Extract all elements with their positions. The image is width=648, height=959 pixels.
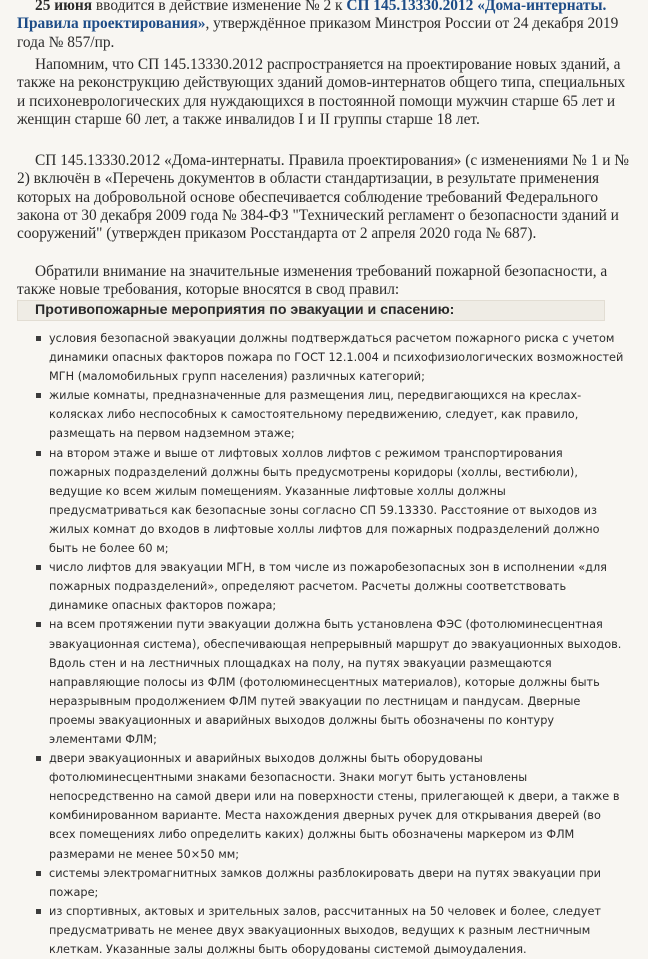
list-item: жилые комнаты, предназначенные для размещения лиц, передвигающихся на креслах-колясках либо неспособных к самостоятельному передвижению, следует, как правило, размещать на первом надземном этаже; xyxy=(0,386,648,443)
list-item: на всем протяжении пути эвакуации должна быть установлена ФЭС (фотолюминесцентная эвакуационная система), обеспечивающая непрерывный маршрут до эвакуационных выходов. Вдоль стен и на лестничных площадках на полу, на путях эвакуации размещаются направляющие полосы из ФЛМ (фотолюминесцентных материалов), которые должны быть неразрывным продолжением ФЛМ путей эвакуации по лестницам и пандусам. Дверные проемы эвакуационных и аварийных выходов должны быть обозначены по контуру элементами ФЛМ; xyxy=(0,615,648,749)
section-heading: Противопожарные мероприятия по эвакуации и спасению: xyxy=(35,302,455,318)
intro-text-a: вводится в действие изменение № 2 к xyxy=(92,0,347,14)
list-item: двери эвакуационных и аварийных выходов должны быть оборудованы фотолюминесцентными знаками безопасности. Знаки могут быть установлены непосредственно на самой двери или на поверхности стены, прилегающей к двери, а также в комбинированном варианте. Места нахождения дверных ручек для открывания дверей (во всех помещениях либо определить каких) должны быть обозначены маркером из ФЛМ размерами не менее 50×50 мм; xyxy=(0,749,648,864)
list-item: системы электромагнитных замков должны разблокировать двери на путях эвакуации при пожаре; xyxy=(0,864,648,902)
bullet-icon xyxy=(36,451,41,456)
changes-intro-paragraph: Обратили внимание на значительные изменения требований пожарной безопасности, а также новые требования, которые вносятся в свод правил: xyxy=(17,263,608,299)
standardization-paragraph: СП 145.13330.2012 «Дома-интернаты. Правила проектирования» (с изменениями № 1 и № 2) включён в «Перечень документов в области стандартизации, в результате применения которых на добровольной основе обеспечивается соблюдение требований Федерального закона от 30 декабря 2009 года № 384-ФЗ "Технический регламент о безопасности зданий и сооружений" (утвержден приказом Росстандарта от 2 апреля 2020 года № 687). xyxy=(17,152,629,243)
bullet-icon xyxy=(36,393,41,398)
bullet-icon xyxy=(36,565,41,570)
list-item: из спортивных, актовых и зрительных залов, рассчитанных на 50 человек и более, следует предусматривать не менее двух эвакуационных выходов, ведущих к разным лестничным клеткам. Указанные залы должны быть оборудованы системой дымоудаления. xyxy=(0,902,648,959)
list-item: число лифтов для эвакуации МГН, в том числе из пожаробезопасных зон в исполнении «для пожарных подразделений», определяют расчетом. Расчеты должны соответствовать динамике опасных факторов пожара; xyxy=(0,558,648,615)
intro-text-b: , утверждённое приказом Минстроя России от 24 декабря 2019 года № 857/пр. xyxy=(17,15,619,51)
list-item: на втором этаже и выше от лифтовых холлов лифтов с режимом транспортирования пожарных подразделений должны быть предусмотрены коридоры (холлы, вестибюли), ведущие ко всем жилым помещениям. Указанные лифтовые холлы должны предусматриваться как безопасные зоны согласно СП 59.13330. Расстояние от выходов из жилых комнат до входов в лифтовые холлы лифтов для пожарных подразделений должно быть не более 60 м; xyxy=(0,444,648,559)
sp-145-document-link[interactable]: СП 145.13330.2012 «Дома-интернаты. Правила проектирования» xyxy=(17,0,607,33)
bullet-icon xyxy=(36,909,41,914)
bullet-icon xyxy=(36,622,41,627)
fire-safety-list xyxy=(0,329,648,959)
intro-paragraph xyxy=(0,0,648,52)
intro-date: 25 июня xyxy=(35,0,93,14)
bullet-icon xyxy=(36,336,41,341)
scope-paragraph: Напомним, что СП 145.13330.2012 распространяется на проектирование новых зданий, а также на реконструкцию действующих зданий домов-интернатов общего типа, специальных и психоневрологических для нуждающихся в постоянной помощи мужчин старше 65 лет и женщин старше 60 лет, а также инвалидов I и II группы старше 18 лет. xyxy=(17,56,626,128)
bullet-icon xyxy=(36,871,41,876)
list-item: условия безопасной эвакуации должны подтверждаться расчетом пожарного риска с учетом динамики опасных факторов пожара по ГОСТ 12.1.004 и психофизиологических возможностей МГН (маломобильных групп населения) различных категорий; xyxy=(0,329,648,386)
bullet-icon xyxy=(36,756,41,761)
